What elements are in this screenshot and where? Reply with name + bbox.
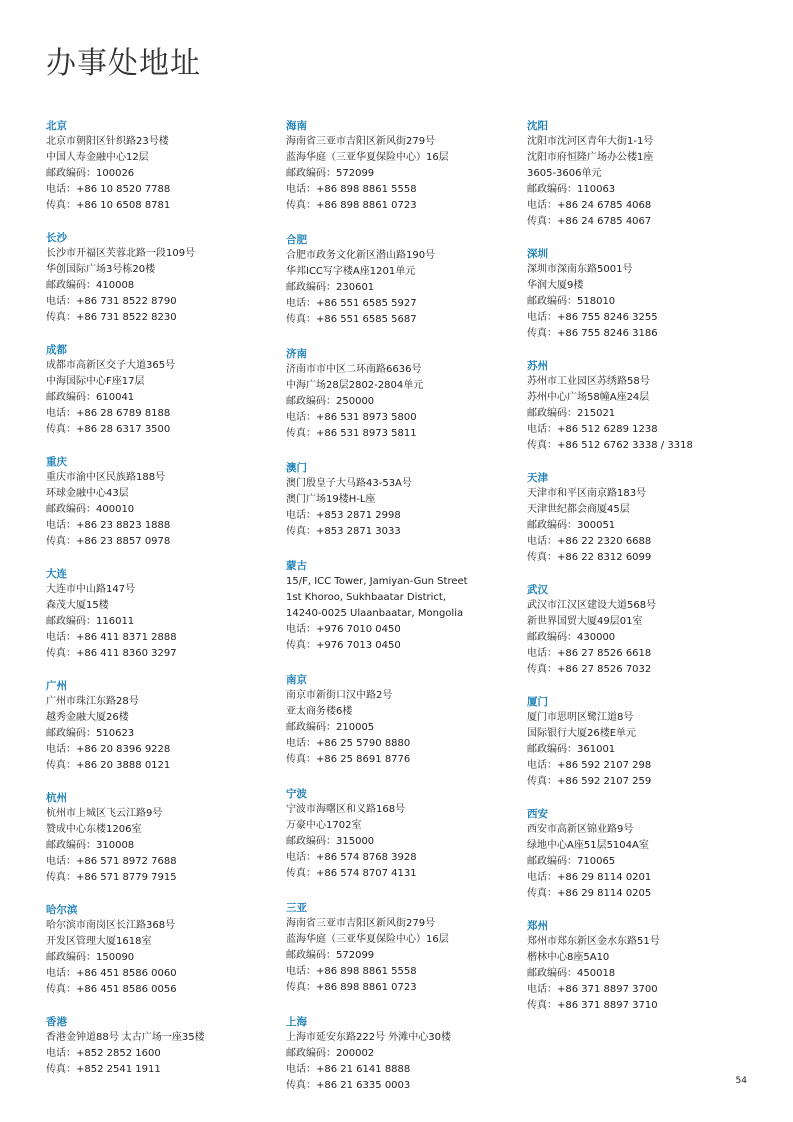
address-column-3 xyxy=(527,118,757,1030)
office-address-line: 蓝海华庭（三亚华夏保险中心）16层 xyxy=(286,152,449,163)
office-address-line: 电话：+86 551 6585 5927 xyxy=(286,298,417,309)
office-address-line: 传真：+86 28 6317 3500 xyxy=(46,424,171,435)
office-address-line: 传真：+86 371 8897 3710 xyxy=(527,1000,658,1011)
office-block xyxy=(286,346,516,442)
office-address-line: 电话：+86 10 8520 7788 xyxy=(46,184,171,195)
office-address-line: 邮政编码：610041 xyxy=(46,392,135,403)
office-address-line: 传真：+86 755 8246 3186 xyxy=(527,328,658,339)
office-address-line: 14240-0025 Ulaanbaatar, Mongolia xyxy=(286,608,464,619)
office-address-line: 电话：+86 574 8768 3928 xyxy=(286,852,417,863)
office-address-line: 亚太商务楼6楼 xyxy=(286,706,353,717)
office-block xyxy=(286,460,516,540)
office-address-line: 邮政编码：410008 xyxy=(46,280,135,291)
office-block xyxy=(46,902,276,998)
office-address-line: 华创国际广场3号栋20楼 xyxy=(46,264,156,275)
office-address-line: 蓝海华庭（三亚华夏保险中心）16层 xyxy=(286,934,449,945)
office-address-line: 电话：+86 23 8823 1888 xyxy=(46,520,171,531)
office-address-line: 邮政编码：116011 xyxy=(46,616,135,627)
office-address-line: 传真：+86 21 6335 0003 xyxy=(286,1080,411,1091)
office-address-line: 苏州市工业园区苏绣路58号 xyxy=(527,376,650,387)
office-block xyxy=(286,786,516,882)
office-address-line: 传真：+86 731 8522 8230 xyxy=(46,312,177,323)
office-address-line: 电话：+86 571 8972 7688 xyxy=(46,856,177,867)
office-address-line: 传真：+852 2541 1911 xyxy=(46,1064,161,1075)
office-address-line: 传真：+86 22 8312 6099 xyxy=(527,552,652,563)
office-address-line: 传真：+86 898 8861 0723 xyxy=(286,982,417,993)
office-address-line: 哈尔滨市南岗区长江路368号 xyxy=(46,920,176,931)
office-city-heading: 重庆 xyxy=(46,456,67,468)
office-block xyxy=(527,582,757,678)
office-address-line: 厦门市思明区鹭江道8号 xyxy=(527,712,634,723)
office-address-line: 华润大厦9楼 xyxy=(527,280,584,291)
office-city-heading: 济南 xyxy=(286,348,307,360)
office-address-line: 海南省三亚市吉阳区新风街279号 xyxy=(286,918,436,929)
office-address-line: 越秀金融大厦26楼 xyxy=(46,712,129,723)
office-address-line: 沈阳市沈河区青年大街1-1号 xyxy=(527,136,654,147)
office-block xyxy=(46,118,276,214)
office-block xyxy=(46,678,276,774)
office-address-line: 邮政编码：210005 xyxy=(286,722,375,733)
office-address-line: 赞成中心东楼1206室 xyxy=(46,824,142,835)
office-city-heading: 三亚 xyxy=(286,902,307,914)
office-block xyxy=(527,470,757,566)
office-block xyxy=(46,454,276,550)
office-address-line: 传真：+86 571 8779 7915 xyxy=(46,872,177,883)
office-address-line: 电话：+976 7010 0450 xyxy=(286,624,401,635)
office-city-heading: 深圳 xyxy=(527,248,548,260)
office-address-line: 邮政编码：361001 xyxy=(527,744,616,755)
office-address-line: 楷林中心8座5A10 xyxy=(527,952,610,963)
office-city-heading: 北京 xyxy=(46,120,67,132)
office-address-line: 电话：+86 28 6789 8188 xyxy=(46,408,171,419)
office-city-heading: 香港 xyxy=(46,1016,67,1028)
office-block xyxy=(286,1014,516,1094)
office-address-line: 邮政编码：300051 xyxy=(527,520,616,531)
office-address-line: 电话：+86 451 8586 0060 xyxy=(46,968,177,979)
office-block xyxy=(286,232,516,328)
office-address-line: 邮政编码：150090 xyxy=(46,952,135,963)
office-city-heading: 哈尔滨 xyxy=(46,904,78,916)
office-address-line: 传真：+86 23 8857 0978 xyxy=(46,536,171,547)
office-city-heading: 蒙古 xyxy=(286,560,307,572)
office-address-line: 1st Khoroo, Sukhbaatar District, xyxy=(286,592,447,603)
office-address-line: 郑州市郑东新区金水东路51号 xyxy=(527,936,660,947)
office-address-line: 3605-3606单元 xyxy=(527,168,602,179)
office-address-line: 传真：+86 898 8861 0723 xyxy=(286,200,417,211)
office-block xyxy=(46,230,276,326)
office-address-line: 传真：+86 25 8691 8776 xyxy=(286,754,411,765)
office-address-line: 邮政编码：510623 xyxy=(46,728,135,739)
office-block xyxy=(527,806,757,902)
office-block xyxy=(286,118,516,214)
office-address-line: 邮政编码：518010 xyxy=(527,296,616,307)
office-address-line: 邮政编码：200002 xyxy=(286,1048,375,1059)
office-address-line: 宁波市海曙区和义路168号 xyxy=(286,804,406,815)
office-address-line: 传真：+853 2871 3033 xyxy=(286,526,401,537)
office-city-heading: 西安 xyxy=(527,808,548,820)
office-address-line: 国际银行大厦26楼E单元 xyxy=(527,728,637,739)
office-address-line: 沈阳市府恒隆广场办公楼1座 xyxy=(527,152,654,163)
office-address-line: 传真：+86 10 6508 8781 xyxy=(46,200,171,211)
office-address-line: 大连市中山路147号 xyxy=(46,584,136,595)
office-address-line: 电话：+86 411 8371 2888 xyxy=(46,632,177,643)
office-address-line: 邮政编码：572099 xyxy=(286,168,375,179)
office-address-line: 环球金融中心43层 xyxy=(46,488,129,499)
office-address-line: 邮政编码：100026 xyxy=(46,168,135,179)
office-address-line: 绿地中心A座51层5104A室 xyxy=(527,840,649,851)
office-address-line: 电话：+86 371 8897 3700 xyxy=(527,984,658,995)
office-block xyxy=(46,566,276,662)
office-address-line: 电话：+86 531 8973 5800 xyxy=(286,412,417,423)
office-address-line: 开发区管理大厦1618室 xyxy=(46,936,152,947)
office-address-line: 邮政编码：400010 xyxy=(46,504,135,515)
office-address-line: 武汉市江汉区建设大道568号 xyxy=(527,600,657,611)
office-address-line: 上海市延安东路222号 外滩中心30楼 xyxy=(286,1032,451,1043)
office-address-line: 华邦ICC写字楼A座1201单元 xyxy=(286,266,416,277)
office-city-heading: 广州 xyxy=(46,680,67,692)
office-address-line: 新世界国贸大厦49层01室 xyxy=(527,616,643,627)
office-address-line: 深圳市深南东路5001号 xyxy=(527,264,633,275)
office-address-line: 电话：+86 25 5790 8880 xyxy=(286,738,411,749)
office-address-line: 传真：+976 7013 0450 xyxy=(286,640,401,651)
office-address-line: 电话：+86 731 8522 8790 xyxy=(46,296,177,307)
office-address-line: 电话：+86 20 8396 9228 xyxy=(46,744,171,755)
office-address-line: 电话：+86 512 6289 1238 xyxy=(527,424,658,435)
office-city-heading: 澳门 xyxy=(286,462,307,474)
page-title: 办事处地址 xyxy=(46,46,201,81)
office-address-line: 传真：+86 411 8360 3297 xyxy=(46,648,177,659)
office-address-line: 广州市珠江东路28号 xyxy=(46,696,139,707)
office-city-heading: 合肥 xyxy=(286,234,307,246)
office-address-line: 邮政编码：250000 xyxy=(286,396,375,407)
office-address-line: 传真：+86 20 3888 0121 xyxy=(46,760,171,771)
office-address-line: 电话：+86 592 2107 298 xyxy=(527,760,652,771)
office-address-line: 电话：+86 29 8114 0201 xyxy=(527,872,652,883)
office-city-heading: 南京 xyxy=(286,674,307,686)
office-address-line: 电话：+86 24 6785 4068 xyxy=(527,200,652,211)
office-address-line: 电话：+86 755 8246 3255 xyxy=(527,312,658,323)
office-city-heading: 大连 xyxy=(46,568,67,580)
office-block xyxy=(527,118,757,230)
office-block xyxy=(46,1014,276,1078)
address-column-1 xyxy=(46,118,276,1094)
office-address-line: 成都市高新区交子大道365号 xyxy=(46,360,176,371)
office-address-line: 邮政编码：310008 xyxy=(46,840,135,851)
office-address-line: 传真：+86 574 8707 4131 xyxy=(286,868,417,879)
office-city-heading: 沈阳 xyxy=(527,120,548,132)
office-address-line: 北京市朝阳区针织路23号楼 xyxy=(46,136,169,147)
office-address-line: 邮政编码：430000 xyxy=(527,632,616,643)
office-address-line: 杭州市上城区飞云江路9号 xyxy=(46,808,163,819)
office-address-line: 电话：+852 2852 1600 xyxy=(46,1048,161,1059)
office-address-line: 森茂大厦15楼 xyxy=(46,600,109,611)
office-address-line: 邮政编码：710065 xyxy=(527,856,616,867)
office-address-line: 传真：+86 512 6762 3338 / 3318 xyxy=(527,440,693,451)
office-block xyxy=(46,790,276,886)
office-city-heading: 郑州 xyxy=(527,920,548,932)
office-address-line: 邮政编码：572099 xyxy=(286,950,375,961)
office-address-line: 邮政编码：215021 xyxy=(527,408,616,419)
office-address-line: 南京市新街口汉中路2号 xyxy=(286,690,393,701)
office-address-line: 中海广场28层2802-2804单元 xyxy=(286,380,424,391)
office-address-line: 传真：+86 24 6785 4067 xyxy=(527,216,652,227)
office-block xyxy=(527,246,757,342)
office-address-line: 天津世纪都会商厦45层 xyxy=(527,504,630,515)
office-address-line: 万豪中心1702室 xyxy=(286,820,362,831)
office-address-line: 电话：+853 2871 2998 xyxy=(286,510,401,521)
office-address-line: 15/F, ICC Tower, Jamiyan-Gun Street xyxy=(286,576,468,587)
office-address-line: 电话：+86 898 8861 5558 xyxy=(286,966,417,977)
office-address-line: 邮政编码：110063 xyxy=(527,184,616,195)
office-city-heading: 长沙 xyxy=(46,232,67,244)
office-city-heading: 天津 xyxy=(527,472,548,484)
office-address-line: 电话：+86 898 8861 5558 xyxy=(286,184,417,195)
office-city-heading: 宁波 xyxy=(286,788,307,800)
office-block xyxy=(286,672,516,768)
office-address-line: 香港金钟道88号 太古广场一座35楼 xyxy=(46,1032,205,1043)
office-block xyxy=(46,342,276,438)
office-address-line: 长沙市开福区芙蓉北路一段109号 xyxy=(46,248,196,259)
office-address-line: 中海国际中心F座17层 xyxy=(46,376,145,387)
office-address-line: 电话：+86 22 2320 6688 xyxy=(527,536,652,547)
office-city-heading: 成都 xyxy=(46,344,67,356)
page-number: 54 xyxy=(735,1076,747,1086)
office-address-line: 合肥市政务文化新区潜山路190号 xyxy=(286,250,436,261)
office-address-line: 苏州中心广场58幢A座24层 xyxy=(527,392,650,403)
office-address-line: 传真：+86 531 8973 5811 xyxy=(286,428,417,439)
office-address-line: 电话：+86 27 8526 6618 xyxy=(527,648,652,659)
office-address-line: 传真：+86 451 8586 0056 xyxy=(46,984,177,995)
office-address-line: 传真：+86 29 8114 0205 xyxy=(527,888,652,899)
office-address-line: 澳门广场19楼H-L座 xyxy=(286,494,376,505)
office-city-heading: 武汉 xyxy=(527,584,548,596)
office-address-line: 天津市和平区南京路183号 xyxy=(527,488,647,499)
office-block xyxy=(286,900,516,996)
office-block xyxy=(527,358,757,454)
office-address-line: 西安市高新区锦业路9号 xyxy=(527,824,634,835)
office-city-heading: 海南 xyxy=(286,120,307,132)
office-block xyxy=(527,694,757,790)
office-city-heading: 杭州 xyxy=(46,792,67,804)
office-address-line: 传真：+86 592 2107 259 xyxy=(527,776,652,787)
office-city-heading: 苏州 xyxy=(527,360,548,372)
office-city-heading: 厦门 xyxy=(527,696,548,708)
office-block xyxy=(527,918,757,1014)
office-address-line: 邮政编码：315000 xyxy=(286,836,375,847)
office-address-line: 济南市市中区二环南路6636号 xyxy=(286,364,422,375)
office-address-line: 海南省三亚市吉阳区新风街279号 xyxy=(286,136,436,147)
office-address-line: 邮政编码：450018 xyxy=(527,968,616,979)
office-address-line: 传真：+86 27 8526 7032 xyxy=(527,664,652,675)
office-address-line: 重庆市渝中区民族路188号 xyxy=(46,472,166,483)
office-city-heading: 上海 xyxy=(286,1016,307,1028)
office-address-line: 中国人寿金融中心12层 xyxy=(46,152,149,163)
office-address-line: 澳门殷皇子大马路43-53A号 xyxy=(286,478,412,489)
office-address-line: 电话：+86 21 6141 8888 xyxy=(286,1064,411,1075)
address-column-2 xyxy=(286,118,516,1112)
office-address-line: 传真：+86 551 6585 5687 xyxy=(286,314,417,325)
office-block xyxy=(286,558,516,654)
office-address-line: 邮政编码：230601 xyxy=(286,282,375,293)
